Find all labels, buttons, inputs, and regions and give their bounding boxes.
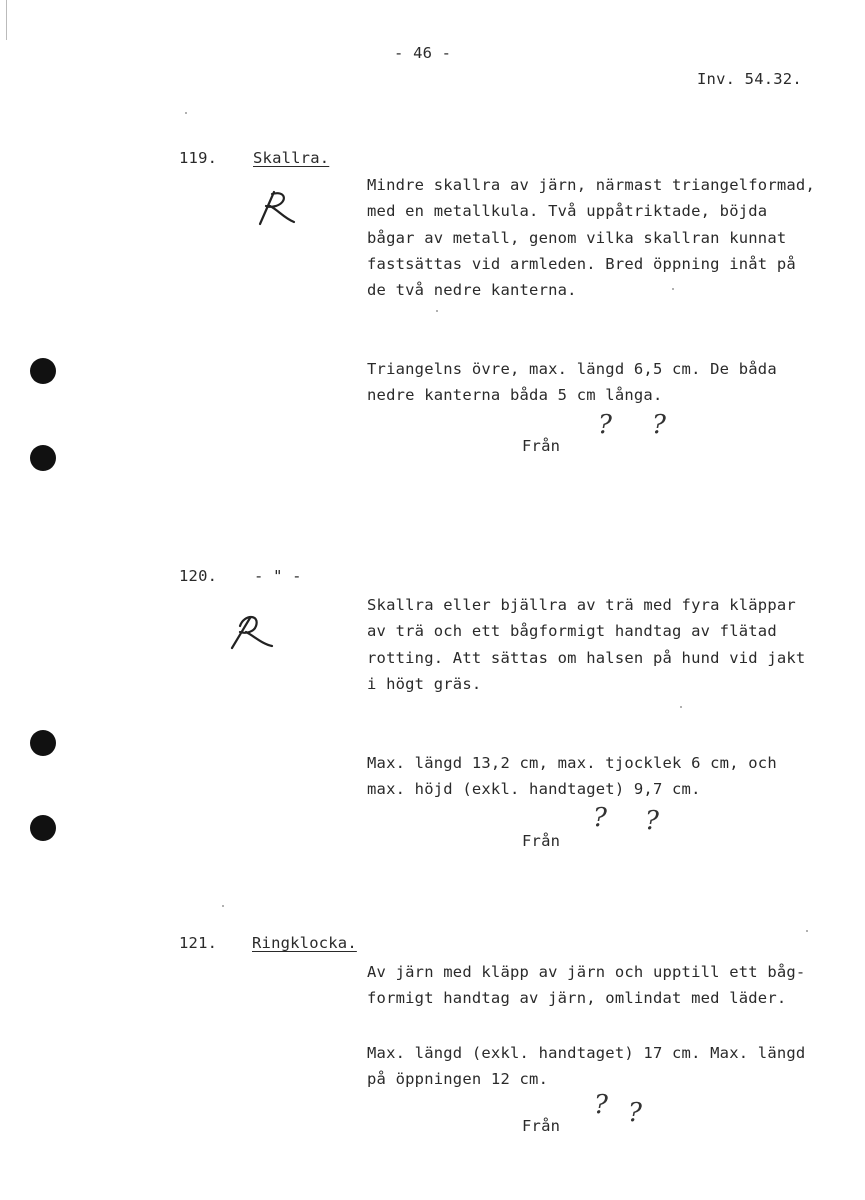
punch-hole bbox=[30, 815, 56, 841]
measurement-line: Triangelns övre, max. längd 6,5 cm. De båda bbox=[367, 360, 777, 378]
description-line: fastsättas vid armleden. Bred öppning inåt på bbox=[367, 255, 796, 273]
punch-hole bbox=[30, 445, 56, 471]
measurement-line: Max. längd 13,2 cm, max. tjocklek 6 cm, och bbox=[367, 754, 777, 772]
description-line: de två nedre kanterna. bbox=[367, 281, 577, 299]
measurement-line: max. höjd (exkl. handtaget) 9,7 cm. bbox=[367, 780, 701, 798]
description-line: av trä och ett bågformigt handtag av flätad bbox=[367, 622, 777, 640]
handwritten-question-mark: ? bbox=[598, 410, 612, 440]
speck bbox=[436, 310, 438, 312]
entry-number: 119. bbox=[179, 149, 218, 167]
speck bbox=[222, 905, 224, 907]
speck bbox=[672, 288, 674, 290]
handwritten-question-mark: ? bbox=[645, 806, 659, 836]
entry-title: Skallra. bbox=[253, 149, 330, 167]
speck bbox=[185, 112, 187, 114]
description-line: formigt handtag av järn, omlindat med läder. bbox=[367, 989, 787, 1007]
description-line: rotting. Att sättas om halsen på hund vid jakt bbox=[367, 649, 806, 667]
description-line: Skallra eller bjällra av trä med fyra kläppar bbox=[367, 596, 796, 614]
description-line: i högt gräs. bbox=[367, 675, 482, 693]
entry-title: Ringklocka. bbox=[252, 934, 357, 952]
measurement-line: nedre kanterna båda 5 cm långa. bbox=[367, 386, 663, 404]
handwritten-question-mark: ? bbox=[652, 410, 666, 440]
description-line: bågar av metall, genom vilka skallran kunnat bbox=[367, 229, 787, 247]
from-label: Från bbox=[522, 832, 561, 850]
handwritten-question-mark: ? bbox=[628, 1098, 642, 1128]
measurement-line: Max. längd (exkl. handtaget) 17 cm. Max. längd bbox=[367, 1044, 806, 1062]
description-line: med en metallkula. Två uppåtriktade, böjda bbox=[367, 202, 768, 220]
from-label: Från bbox=[522, 1117, 561, 1135]
measurement-line: på öppningen 12 cm. bbox=[367, 1070, 549, 1088]
from-label: Från bbox=[522, 437, 561, 455]
entry-title-ditto: - " - bbox=[254, 567, 302, 585]
handwritten-r-mark bbox=[252, 188, 296, 228]
handwritten-question-mark: ? bbox=[594, 1090, 608, 1120]
description-line: Av järn med kläpp av järn och upptill ett båg- bbox=[367, 963, 806, 981]
entry-number: 121. bbox=[179, 934, 218, 952]
entry-number: 120. bbox=[179, 567, 218, 585]
speck bbox=[806, 930, 808, 932]
speck bbox=[680, 706, 682, 708]
description-line: Mindre skallra av järn, närmast triangelformad, bbox=[367, 176, 815, 194]
inventory-number: Inv. 54.32. bbox=[697, 70, 802, 88]
punch-hole bbox=[30, 730, 56, 756]
handwritten-r-mark bbox=[226, 612, 276, 652]
scan-edge-line bbox=[6, 0, 7, 40]
page-number: - 46 - bbox=[394, 44, 452, 62]
handwritten-question-mark: ? bbox=[593, 803, 607, 833]
punch-hole bbox=[30, 358, 56, 384]
